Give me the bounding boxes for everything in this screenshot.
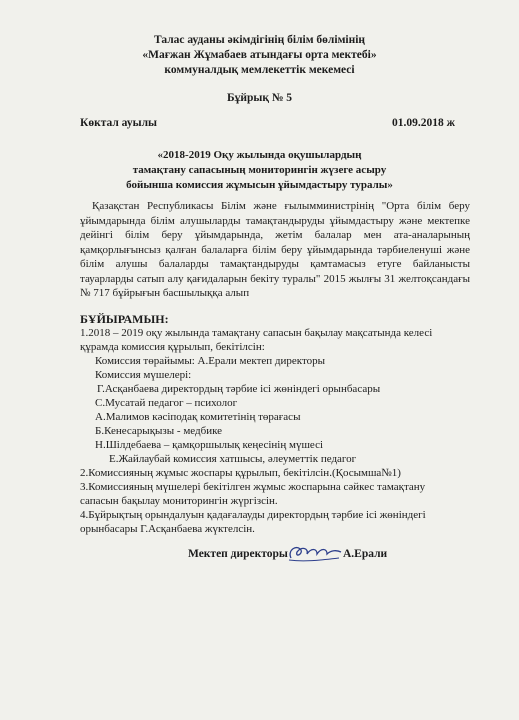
commission-member-4: Б.Кенесарықызы - медбике: [95, 425, 223, 437]
header-line-1: Талас ауданы әкімдігінің білім бөлімінің: [153, 34, 366, 46]
item-4-line-1: 4.Бұйрықтың орындалуын қадағалауды директордың тәрбие ісі жөніндегі: [80, 509, 426, 521]
signature-scribble: [285, 538, 343, 566]
header-line-2: «Мағжан Жұмабаев атындағы орта мектебі»: [142, 49, 377, 61]
commission-member-1: Г.Асқанбаева директордың тәрбие ісі жөніндегі орынбасары: [97, 383, 381, 395]
item-1-line-1: 1.2018 – 2019 оқу жылында тамақтану сапасын бақылау мақсатында келесі: [80, 327, 433, 339]
signature-role: Мектеп директоры: [188, 548, 288, 560]
order-title: Бұйрық № 5: [226, 92, 293, 104]
preamble-paragraph: Қазақстан Республикасы Білім және ғылымминистрінің "Орта білім беру ұйымдарында білім алушыларды тамақтандыруды ұйымдастыру және мектепке дейінгі білім беру ұйымдарында, жетім балалар мен ата-аналарының қамқорлығынсыз қалған балаларға білім беру ұйымдарында тәрбиеленуші және білім алушы балаларды тамақтандыруды қамтамасыз етуге байланысты тауарларды сатып алу қағидаларын бекіту туралы" 2015 жылғы 31 желтоқсандағы № 717 бұйрығын басшылыққа алып: [80, 200, 470, 299]
commission-member-2: С.Мусатай педагог – психолог: [95, 397, 238, 409]
subject-line-3: бойынша комиссия жұмысын ұйымдастыру туралы»: [126, 179, 393, 191]
order-word: БҰЙЫРАМЫН:: [80, 312, 169, 326]
order-date: 01.09.2018 ж: [392, 117, 455, 129]
subject-line-2: тамақтану сапасының мониторингін жүзеге асыру: [132, 164, 387, 176]
item-2: 2.Комиссияның жұмыс жоспары құрылып, бекітілсін.(Қосымша№1): [80, 467, 401, 479]
header-line-3: коммуналдық мемлекеттік мекемесі: [164, 64, 355, 76]
commission-member-5: Н.Шілдебаева – қамқоршылық кеңесінің мүшесі: [95, 439, 324, 451]
commission-chair: Комиссия төрайымы: А.Ерали мектеп директоры: [95, 355, 326, 367]
item-1-line-2: құрамда комиссия құрылып, бекітілсін:: [80, 341, 265, 353]
item-3-line-2: сапасын бақылау мониторингін жүргізсін.: [80, 495, 278, 507]
item-3-line-1: 3.Комиссияның мүшелері бекітілген жұмыс жоспарына сәйкес тамақтану: [80, 481, 426, 493]
commission-member-3: А.Малимов кәсіподақ комитетінің төрағасы: [95, 411, 301, 423]
item-4-line-2: орынбасары Г.Асқанбаева жүктелсін.: [80, 523, 255, 535]
commission-members-label: Комиссия мүшелері:: [95, 369, 192, 381]
signature-name: А.Ерали: [343, 548, 388, 560]
commission-member-6: Е.Жайлаубай комиссия хатшысы, әлеуметтік педагог: [109, 453, 357, 465]
place-name: Көктал ауылы: [80, 117, 158, 129]
subject-line-1: «2018-2019 Оқу жылында оқушылардың: [157, 149, 362, 161]
